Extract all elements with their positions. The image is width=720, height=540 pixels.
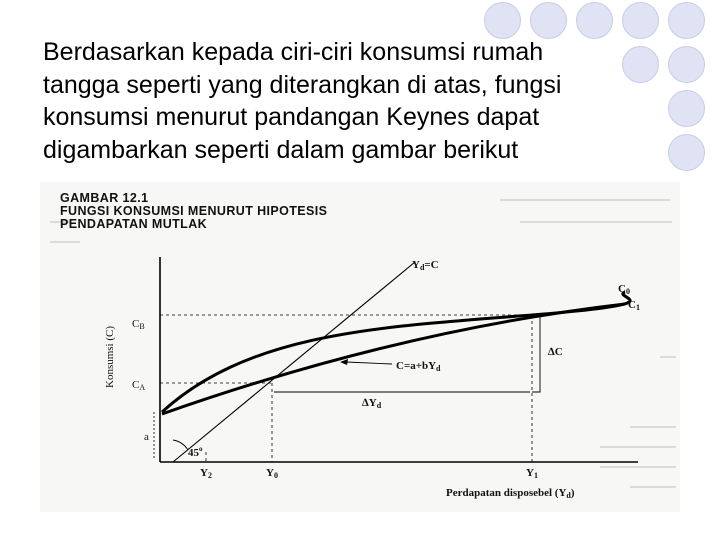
curve-c1	[162, 304, 625, 414]
text-line: digambarkan seperti dalam gambar berikut	[43, 135, 519, 164]
delta-c-guide	[532, 315, 540, 392]
label-cb-letter: C	[132, 318, 140, 330]
decorative-circle	[530, 2, 567, 39]
decorative-circle	[576, 2, 613, 39]
scan-background	[50, 200, 676, 487]
guide-lines	[160, 315, 532, 462]
label-y0-letter: Y	[266, 467, 274, 479]
label-delta-y-sub: d	[376, 401, 382, 410]
label-intercept-a: a	[144, 431, 149, 443]
decorative-circle	[622, 2, 659, 39]
label-line-letter: Y	[412, 259, 420, 271]
consumption-function-figure	[40, 182, 680, 512]
x-axis-label	[446, 487, 575, 500]
figure-svg	[40, 182, 680, 512]
label-equation	[396, 360, 441, 373]
label-c0-sub: 0	[625, 287, 630, 296]
y-axis-label: Konsumsi (C)	[104, 325, 116, 388]
label-c0	[618, 283, 630, 296]
angle-arc	[173, 440, 188, 450]
label-y2-letter: Y	[200, 467, 208, 479]
label-45-value: 45	[188, 447, 199, 459]
label-y0	[266, 467, 278, 480]
label-y1-sub: 1	[533, 471, 538, 480]
figure-caption-subtitle: PENDAPATAN MUTLAK	[60, 217, 208, 231]
label-y2	[200, 467, 212, 480]
label-c1	[628, 299, 640, 312]
equation-pointer	[346, 362, 392, 364]
text-line: Berdasarkan kepada ciri-ciri konsumsi rumah	[43, 38, 544, 66]
x-axis-label-text: Perdapatan disposebel (Y	[446, 487, 567, 499]
text-line: konsumsi menurut pandangan Keynes dapat	[43, 103, 540, 131]
decorative-circle	[484, 2, 521, 39]
label-equation-sub: d	[436, 364, 441, 373]
line-yd-equals-c	[173, 262, 415, 462]
label-ca-sub: A	[139, 383, 146, 392]
figure-caption-number: GAMBAR 12.1	[60, 191, 149, 205]
decorative-circle	[668, 2, 705, 39]
label-y2-sub: 2	[207, 471, 212, 480]
label-ca-letter: C	[132, 379, 140, 391]
label-line-yd-c	[412, 259, 439, 272]
x-axis-label-close: )	[570, 487, 575, 499]
label-equation-text: C=a+bY	[396, 360, 437, 372]
x-axis-label-sub: d	[566, 491, 571, 500]
label-y1-letter: Y	[526, 467, 534, 479]
label-45-degree	[188, 445, 203, 459]
label-c1-letter: C	[628, 299, 636, 311]
label-ca	[132, 379, 145, 392]
label-line-eq: =C	[424, 259, 439, 271]
figure-caption-title: FUNGSI KONSUMSI MENURUT HIPOTESIS	[60, 204, 328, 218]
label-line-sub: d	[419, 263, 425, 272]
label-cb	[132, 318, 145, 331]
label-c1-sub: 1	[635, 303, 640, 312]
label-cb-sub: B	[139, 322, 145, 331]
label-delta-y-letter: ∆Y	[362, 397, 377, 409]
slide-body-text	[43, 36, 683, 166]
label-y0-sub: 0	[273, 471, 278, 480]
text-line: tangga seperti yang diterangkan di atas, fungsi	[43, 70, 562, 99]
label-y1	[526, 467, 538, 480]
label-delta-y	[362, 397, 382, 410]
label-45-deg: o	[199, 445, 203, 453]
label-delta-c: ∆C	[548, 346, 563, 358]
label-c0-letter: C	[618, 283, 626, 295]
